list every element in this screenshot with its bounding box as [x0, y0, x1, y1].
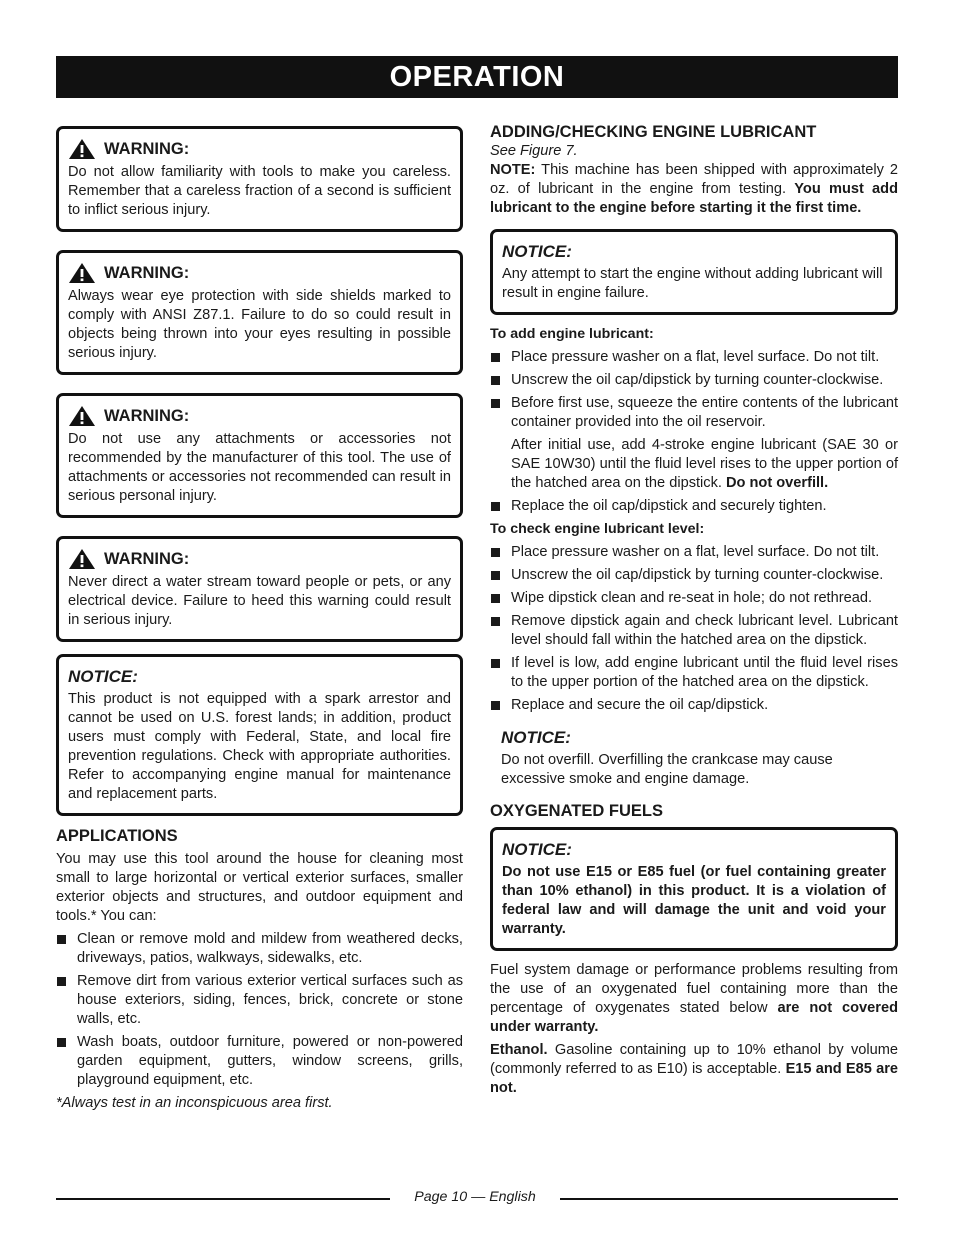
list-item: Replace the oil cap/dipstick and securely tighten. — [490, 497, 898, 516]
warning-triangle-icon — [68, 548, 96, 570]
section-heading: ADDING/CHECKING ENGINE LUBRICANT — [490, 123, 817, 141]
list-item: Before first use, squeeze the entire contents of the lubricant container provided into the oil reservoir. — [490, 394, 898, 432]
notice-box — [56, 654, 463, 816]
warning-text: Do not use any attachments or accessories not recommended by the manufacturer of this tool. The use of attachments or accessories not recommended can result in serious personal injury. — [68, 431, 451, 504]
bullet-square-icon — [491, 594, 500, 603]
notice-box — [490, 827, 898, 951]
notice-title: NOTICE: — [502, 840, 572, 859]
fuels-paragraph: Fuel system damage or performance problems resulting from the use of an oxygenated fuel containing more than the percentage of oxygenates stated below are not covered under warranty. — [490, 962, 899, 1035]
bullet-square-icon — [491, 659, 500, 668]
right-column — [490, 122, 898, 1098]
bullet-square-icon — [491, 353, 500, 362]
notice-text: Do not use E15 or E85 fuel (or fuel containing greater than 10% ethanol) in this product. It is a violation of federal law and will damage the unit and void your warranty. — [502, 864, 886, 937]
list-item: Remove dipstick again and check lubricant level. Lubricant level should fall within the hatched area on the dipstick. — [490, 612, 898, 650]
notice-title: NOTICE: — [501, 728, 571, 747]
warning-box — [56, 126, 463, 232]
bullet-square-icon — [491, 617, 500, 626]
list-item: Clean or remove mold and mildew from weathered decks, driveways, patios, walkways, sidewalks, etc. — [56, 930, 463, 968]
warning-title: WARNING: — [104, 407, 190, 425]
list-item: Replace and secure the oil cap/dipstick. — [490, 696, 898, 715]
warning-title: WARNING: — [104, 550, 190, 568]
see-figure: See Figure 7. — [490, 143, 578, 159]
warning-box — [56, 250, 463, 375]
bullet-square-icon — [57, 935, 66, 944]
bullet-square-icon — [491, 571, 500, 580]
check-lubricant-heading: To check engine lubricant level: — [490, 521, 705, 537]
bullet-square-icon — [491, 548, 500, 557]
bullet-square-icon — [57, 1038, 66, 1047]
footer-rule-right — [560, 1198, 898, 1200]
page-title: OPERATION — [56, 56, 898, 98]
list-item: Wipe dipstick clean and re-seat in hole; do not rethread. — [490, 589, 898, 608]
list-item: Place pressure washer on a flat, level surface. Do not tilt. — [490, 348, 898, 367]
warning-triangle-icon — [68, 138, 96, 160]
notice-text: Do not overfill. Overfilling the crankcase may cause excessive smoke and engine damage. — [501, 752, 833, 787]
applications-list — [56, 930, 463, 1090]
page-number: Page 10 — English — [414, 1189, 536, 1205]
bullet-square-icon — [491, 376, 500, 385]
warning-triangle-icon — [68, 405, 96, 427]
add-lubricant-list — [490, 348, 898, 432]
ethanol-paragraph: Ethanol. Gasoline containing up to 10% ethanol by volume (commonly referred to as E10) is acceptable. E15 and E85 are not. — [490, 1042, 898, 1096]
list-item: Remove dirt from various exterior vertical surfaces such as house exteriors, siding, fences, brick, concrete or stone walls, etc. — [56, 972, 463, 1029]
bullet-square-icon — [491, 399, 500, 408]
warning-title: WARNING: — [104, 140, 190, 158]
warning-box — [56, 393, 463, 518]
list-item: Unscrew the oil cap/dipstick by turning counter-clockwise. — [490, 566, 898, 585]
notice-title: NOTICE: — [502, 242, 572, 261]
list-item: Place pressure washer on a flat, level surface. Do not tilt. — [490, 543, 898, 562]
footer-rule-left — [56, 1198, 390, 1200]
notice-text: This product is not equipped with a spark arrestor and cannot be used on U.S. forest lands; in addition, product users must comply with Federal, State, and local fire prevention regulations. Check with appropriate authorities. Refer to accompanying engine manual for maintenance and replacement parts. — [68, 691, 451, 802]
notice-box — [490, 229, 898, 315]
bullet-square-icon — [57, 977, 66, 986]
notice-text: Any attempt to start the engine without adding lubricant will result in engine failure. — [502, 266, 883, 301]
applications-section — [56, 826, 463, 1113]
warning-title: WARNING: — [104, 264, 190, 282]
add-lubricant-heading: To add engine lubricant: — [490, 326, 654, 342]
bullet-square-icon — [491, 701, 500, 710]
warning-text: Never direct a water stream toward people or pets, or any electrical device. Failure to heed this warning could result in serious injury. — [68, 574, 451, 628]
check-lubricant-list — [490, 543, 898, 715]
lubricant-note: NOTE: This machine has been shipped with approximately 2 oz. of lubricant in the engine from testing. You must add lubricant to the engine before starting it the first time. — [490, 162, 898, 216]
add-lubricant-subtext: After initial use, add 4-stroke engine lubricant (SAE 30 or SAE 10W30) until the fluid level rises to the upper portion of the hatched area on the dipstick. Do not overfill. — [511, 437, 898, 491]
section-heading: OXYGENATED FUELS — [490, 802, 663, 820]
warning-box — [56, 536, 463, 642]
applications-footnote: *Always test in an inconspicuous area first. — [56, 1095, 333, 1111]
list-item: If level is low, add engine lubricant until the fluid level rises to the upper portion of the hatched area on the dipstick. — [490, 654, 898, 692]
list-item: Unscrew the oil cap/dipstick by turning counter-clockwise. — [490, 371, 898, 390]
left-column — [56, 126, 463, 1113]
bullet-square-icon — [491, 502, 500, 511]
list-item: Wash boats, outdoor furniture, powered or non-powered garden equipment, gutters, window screens, grills, playground equipment, etc. — [56, 1033, 463, 1090]
section-heading: APPLICATIONS — [56, 827, 178, 845]
add-lubricant-list-end — [490, 497, 898, 516]
warning-text: Always wear eye protection with side shields marked to comply with ANSI Z87.1. Failure to do so could result in objects being thrown into your eyes resulting in possible serious injury. — [68, 288, 451, 361]
warning-triangle-icon — [68, 262, 96, 284]
notice-title: NOTICE: — [68, 667, 138, 686]
applications-intro: You may use this tool around the house for cleaning most small to large horizontal or vertical exterior surfaces, smaller exterior objects and structures, and outdoor equipment and tools.* You can: — [56, 851, 463, 924]
notice-unboxed — [490, 719, 898, 789]
warning-text: Do not allow familiarity with tools to make you careless. Remember that a careless fraction of a second is sufficient to inflict serious injury. — [68, 164, 451, 218]
